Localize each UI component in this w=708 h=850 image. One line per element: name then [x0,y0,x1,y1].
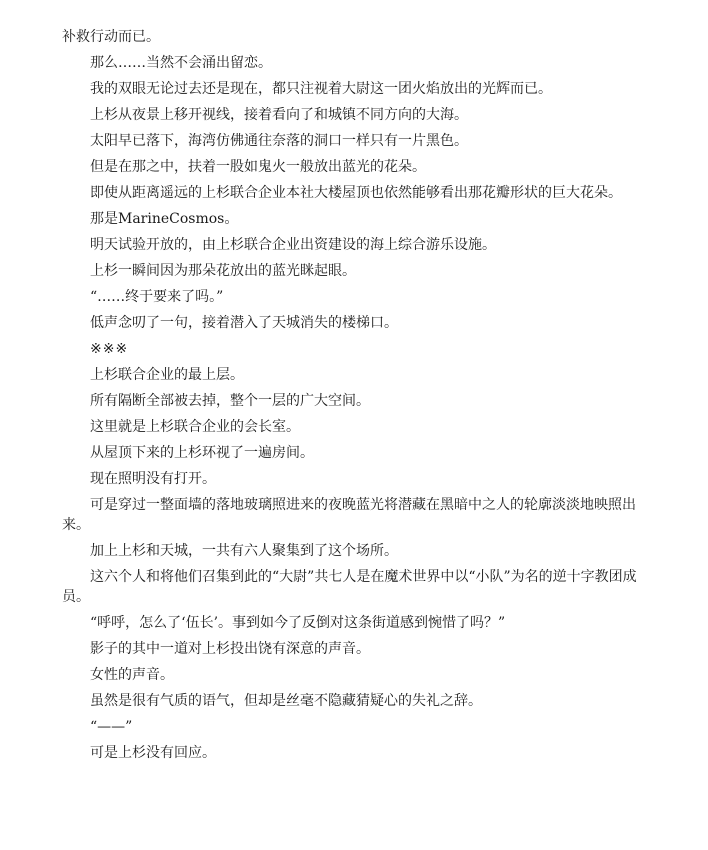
paragraph: 可是上杉没有回应。 [90,745,216,761]
paragraph: 女性的声音。 [90,667,174,683]
paragraph: 现在照明没有打开。 [90,471,216,487]
paragraph: 太阳早已落下，海湾仿佛通往奈落的洞口一样只有一片黑色。 [90,133,468,149]
paragraph: 补救行动而已。 [62,29,160,45]
scene-separator: ※※※ [90,341,129,357]
paragraph: 这六个人和将他们召集到此的“大尉”共七人是在魔术世界中以“小队”为名的逆十字教团成员。 [62,569,637,605]
paragraph: 影子的其中一道对上杉投出饶有深意的声音。 [90,641,370,657]
paragraph: 所有隔断全部被去掉，整个一层的广大空间。 [90,393,370,409]
paragraph: 即使从距离遥远的上杉联合企业本社大楼屋顶也依然能够看出那花瓣形状的巨大花朵。 [90,185,622,201]
dialogue-line: “……终于要来了吗。” [90,289,224,305]
paragraph: 虽然是很有气质的语气，但却是丝毫不隐藏猜疑心的失礼之辞。 [90,693,482,709]
paragraph: 明天试验开放的，由上杉联合企业出资建设的海上综合游乐设施。 [90,237,496,253]
paragraph: 但是在那之中，扶着一股如鬼火一般放出蓝光的花朵。 [90,159,426,175]
paragraph: 那是MarineCosmos。 [90,211,239,227]
dialogue-line: “——” [90,719,133,735]
paragraph: 可是穿过一整面墙的落地玻璃照进来的夜晚蓝光将潜藏在黑暗中之人的轮廓淡淡地映照出来。 [62,497,636,533]
document-page [62,27,640,769]
paragraph: 加上上杉和天城，一共有六人聚集到了这个场所。 [90,543,398,559]
paragraph: 上杉一瞬间因为那朵花放出的蓝光眯起眼。 [90,263,356,279]
paragraph: 低声念叨了一句，接着潜入了天城消失的楼梯口。 [90,315,398,331]
paragraph: 那么……当然不会涌出留恋。 [90,55,272,71]
paragraph: 上杉联合企业的最上层。 [90,367,244,383]
paragraph: 上杉从夜景上移开视线，接着看向了和城镇不同方向的大海。 [90,107,468,123]
dialogue-line: “呼呼，怎么了‘伍长’。事到如今了反倒对这条街道感到惋惜了吗？” [90,615,506,631]
paragraph: 我的双眼无论过去还是现在，都只注视着大尉这一团火焰放出的光辉而已。 [90,81,552,97]
paragraph: 从屋顶下来的上杉环视了一遍房间。 [90,445,314,461]
paragraph: 这里就是上杉联合企业的会长室。 [90,419,300,435]
